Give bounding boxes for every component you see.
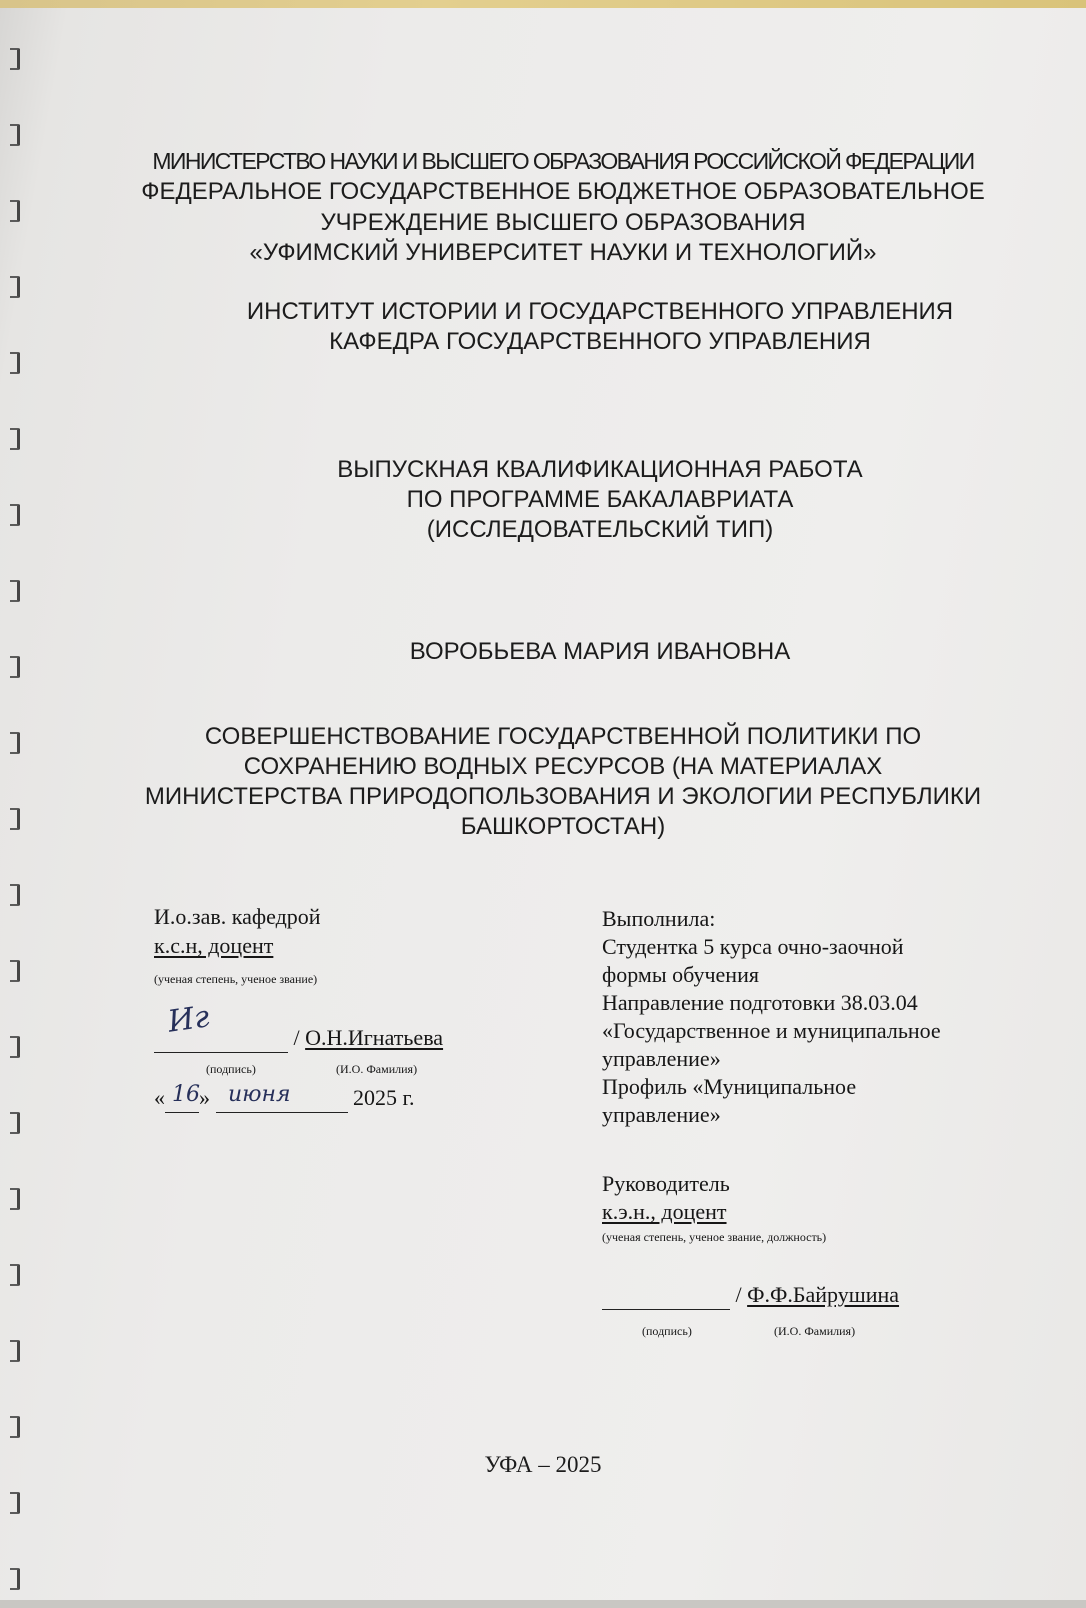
thesis-title-line-1: СОВЕРШЕНСТВОВАНИЕ ГОСУДАРСТВЕННОЙ ПОЛИТИКИ ПО <box>204 723 922 750</box>
student-line-3: Направление подготовки 38.03.04 <box>602 990 918 1015</box>
date-year: 2025 г. <box>353 1085 415 1110</box>
work-type-line-3: (ИССЛЕДОВАТЕЛЬСКИЙ ТИП) <box>426 516 774 543</box>
supervisor-signature-row: / Ф.Ф.Байрушина <box>602 1281 899 1310</box>
student-line-5: управление» <box>602 1046 721 1071</box>
binding-hole <box>10 1568 20 1590</box>
binding-hole <box>10 1188 20 1210</box>
hod-degree-caption: (ученая степень, ученое звание) <box>154 972 318 986</box>
binding-hole <box>10 200 20 222</box>
binding-hole <box>10 1416 20 1438</box>
binding-hole <box>10 884 20 906</box>
binding-hole <box>10 732 20 754</box>
ministry-name: МИНИСТЕРСТВО НАУКИ И ВЫСШЕГО ОБРАЗОВАНИЯ РОССИЙСКОЙ ФЕДЕРАЦИИ <box>152 148 974 174</box>
binding-hole <box>10 48 20 70</box>
binding-hole <box>10 276 20 298</box>
work-type-line-1: ВЫПУСКНАЯ КВАЛИФИКАЦИОННАЯ РАБОТА <box>337 456 863 483</box>
supervisor-degree: к.э.н., доцент <box>602 1199 727 1224</box>
institution-line-2: УЧРЕЖДЕНИЕ ВЫСШЕГО ОБРАЗОВАНИЯ <box>320 209 806 236</box>
binding-hole <box>10 352 20 374</box>
student-line-1: Студентка 5 курса очно-заочной <box>602 934 904 959</box>
supervisor-name: Ф.Ф.Байрушина <box>747 1282 900 1307</box>
binding-holes <box>4 28 24 1608</box>
binding-hole <box>10 124 20 146</box>
work-type-line-2: ПО ПРОГРАММЕ БАКАЛАВРИАТА <box>406 486 794 513</box>
institution-line-1: ФЕДЕРАЛЬНОЕ ГОСУДАРСТВЕННОЕ БЮДЖЕТНОЕ ОБРАЗОВАТЕЛЬНОЕ <box>141 178 985 205</box>
binding-hole <box>10 1492 20 1514</box>
student-label: Выполнила: <box>602 906 716 931</box>
student-line-6: Профиль «Муниципальное <box>602 1074 857 1099</box>
university-name: «УФИМСКИЙ УНИВЕРСИТЕТ НАУКИ И ТЕХНОЛОГИЙ» <box>249 239 877 266</box>
binding-hole <box>10 1264 20 1286</box>
binding-hole <box>10 1340 20 1362</box>
date-day-handwritten: 16 <box>172 1082 200 1107</box>
supervisor-degree-caption: (ученая степень, ученое звание, должность) <box>602 1230 827 1244</box>
hod-role: И.о.зав. кафедрой <box>154 904 321 929</box>
hod-degree: к.с.н, доцент <box>154 933 274 958</box>
student-line-2: формы обучения <box>602 962 759 987</box>
city-year: УФА – 2025 <box>484 1452 602 1477</box>
hod-name-caption: (И.О. Фамилия) <box>336 1062 418 1076</box>
binding-hole <box>10 656 20 678</box>
thesis-title-line-4: БАШКОРТОСТАН) <box>460 813 666 840</box>
date-month-handwritten: июня <box>228 1082 291 1107</box>
binding-hole <box>10 428 20 450</box>
binding-hole <box>10 580 20 602</box>
author-name: ВОРОБЬЕВА МАРИЯ ИВАНОВНА <box>409 638 791 665</box>
hod-signature-mark: Иг <box>165 999 212 1040</box>
student-line-7: управление» <box>602 1102 721 1127</box>
supervisor-signature-line <box>602 1281 730 1310</box>
hod-name: О.Н.Игнатьева <box>305 1025 444 1050</box>
student-line-4: «Государственное и муниципальное <box>602 1018 941 1043</box>
binding-hole <box>10 1036 20 1058</box>
binding-hole <box>10 504 20 526</box>
binding-hole <box>10 1112 20 1134</box>
thesis-title-line-2: СОХРАНЕНИЮ ВОДНЫХ РЕСУРСОВ (НА МАТЕРИАЛАХ <box>243 753 883 780</box>
thesis-title-line-3: МИНИСТЕРСТВА ПРИРОДОПОЛЬЗОВАНИЯ И ЭКОЛОГИИ РЕСПУБЛИКИ <box>144 783 982 810</box>
binding-hole <box>10 808 20 830</box>
department-name: КАФЕДРА ГОСУДАРСТВЕННОГО УПРАВЛЕНИЯ <box>329 328 871 355</box>
document-page <box>0 8 1086 1600</box>
hod-signature-row: / О.Н.Игнатьева <box>154 1024 443 1053</box>
institute-name: ИНСТИТУТ ИСТОРИИ И ГОСУДАРСТВЕННОГО УПРАВЛЕНИЯ <box>246 298 954 325</box>
hod-signature-caption: (подпись) <box>206 1062 256 1076</box>
hod-date-row: « » 2025 г. <box>154 1084 415 1113</box>
supervisor-role: Руководитель <box>602 1171 730 1196</box>
supervisor-signature-caption: (подпись) <box>642 1324 692 1338</box>
binding-hole <box>10 960 20 982</box>
supervisor-name-caption: (И.О. Фамилия) <box>774 1324 856 1338</box>
